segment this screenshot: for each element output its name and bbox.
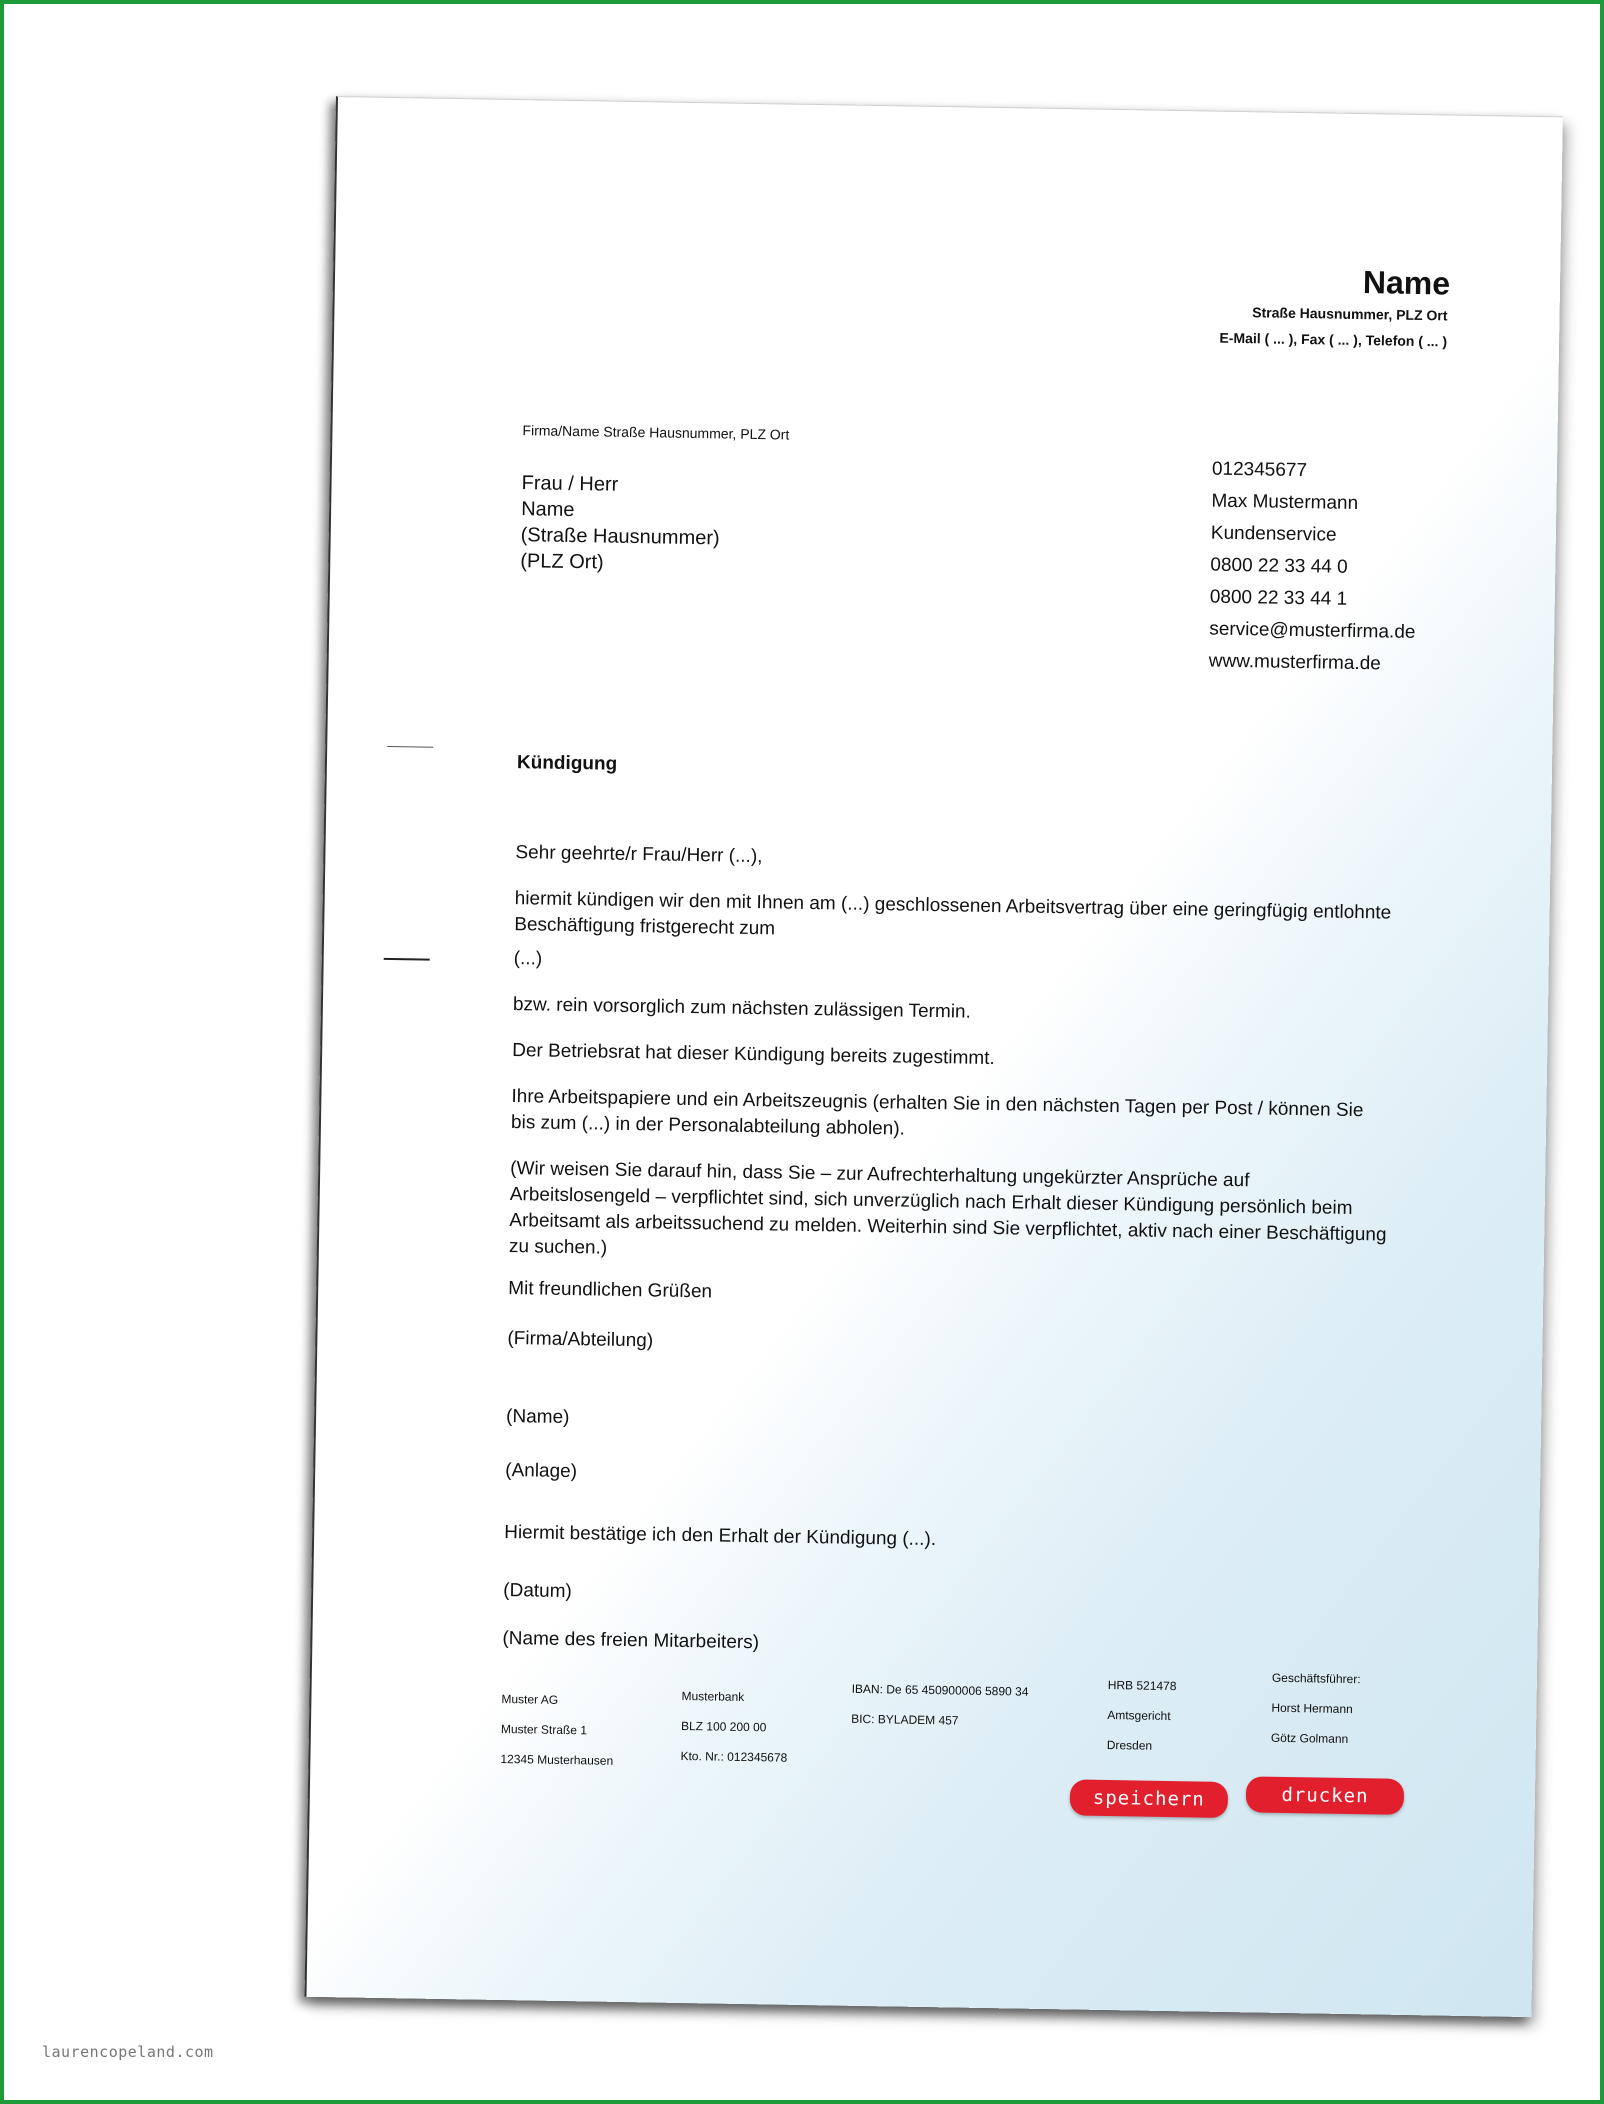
contact-website: www.musterfirma.de: [1208, 650, 1382, 675]
print-button[interactable]: drucken: [1246, 1776, 1405, 1815]
letterhead-contact: E-Mail ( ... ), Fax ( ... ), Telefon ( ... ): [1219, 329, 1448, 350]
letter-attachment: (Anlage): [505, 1459, 578, 1483]
letter-paragraph-alternative: bzw. rein vorsorglich zum nächsten zulässigen Termin.: [512, 994, 972, 1023]
recipient-name: Name: [520, 498, 575, 522]
watermark-text: laurencopeland.com: [42, 2043, 214, 2061]
footer-company-street: Muster Straße 1: [500, 1721, 588, 1738]
footer-bic: BIC: BYLADEM 457: [851, 1711, 959, 1728]
letter-paragraph-notice: (Wir weisen Sie darauf hin, dass Sie – zur Aufrechterhaltung ungekürzter Ansprüche auf Arbeitslosengeld – verpflichtet sind, sich unverzüglich nach Erhalt dieser Kündigung persönlich beim Arbeitsamt als arbeitssuchend zu melden. Weiterhin sind Sie verpflichtet, aktiv nach einer Beschäftigung zu suchen.): [508, 1158, 1387, 1259]
footer-bank-account: Kto. Nr.: 012345678: [680, 1748, 788, 1765]
contact-phone: 0800 22 33 44 0: [1210, 554, 1348, 578]
footer-hrb: HRB 521478: [1107, 1678, 1177, 1694]
footer-manager-2: Götz Golmann: [1270, 1730, 1349, 1747]
footer-company-name: Muster AG: [501, 1691, 559, 1707]
footer-manager-1: Horst Hermann: [1271, 1700, 1353, 1717]
letterhead-street: Straße Hausnummer, PLZ Ort: [1252, 304, 1448, 324]
document-page-container: [304, 96, 1560, 2016]
letter-subject: Kündigung: [516, 752, 618, 775]
footer-bank-blz: BLZ 100 200 00: [680, 1718, 767, 1735]
contact-fax: 0800 22 33 44 1: [1209, 586, 1348, 610]
fold-mark-top: [387, 746, 433, 748]
footer-management-label: Geschäftsführer:: [1271, 1670, 1361, 1687]
letter-employee: (Name des freien Mitarbeiters): [502, 1627, 760, 1654]
letter-paragraph-termination: hiermit kündigen wir den mit Ihnen am (...) geschlossenen Arbeitsvertrag über eine geringfügig entlohnte Beschäftigung fristgerecht zum: [514, 888, 1392, 940]
footer-bank-column: [680, 1681, 788, 1773]
footer-court-city: Dresden: [1106, 1738, 1153, 1753]
letter-page: [304, 96, 1562, 2017]
letterhead-name: Name: [1362, 264, 1451, 302]
footer-register-column: [1107, 1670, 1177, 1761]
footer-company-city: 12345 Musterhausen: [500, 1751, 614, 1768]
letter-paragraph-works-council: Der Betriebsrat hat dieser Kündigung bereits zugestimmt.: [512, 1040, 995, 1070]
contact-reference: 012345677: [1211, 458, 1308, 482]
footer-iban: IBAN: De 65 450900006 5890 34: [851, 1681, 1029, 1699]
save-button[interactable]: speichern: [1070, 1779, 1229, 1818]
letter-signer: (Name): [505, 1406, 570, 1429]
return-address-line: Firma/Name Straße Hausnummer, PLZ Ort: [522, 422, 790, 443]
contact-department: Kundenservice: [1210, 522, 1337, 546]
letter-confirmation: Hiermit bestätige ich den Erhalt der Kündigung (...).: [504, 1521, 937, 1551]
contact-email: service@musterfirma.de: [1209, 618, 1416, 643]
punch-mark: [384, 958, 430, 961]
footer-management-column: [1271, 1663, 1361, 1754]
contact-person: Max Mustermann: [1211, 490, 1359, 515]
letter-paragraph-date: (...): [513, 948, 543, 970]
footer-bank-name: Musterbank: [681, 1688, 745, 1704]
recipient-street: (Straße Hausnummer): [520, 524, 720, 550]
letter-greeting: Sehr geehrte/r Frau/Herr (...),: [515, 842, 763, 868]
recipient-city: (PLZ Ort): [520, 550, 604, 574]
letter-paragraph-documents: Ihre Arbeitspapiere und ein Arbeitszeugnis (erhalten Sie in den nächsten Tagen per Post / können Sie bis zum (...) in der Personalabteilung abholen).: [510, 1086, 1364, 1140]
footer-court: Amtsgericht: [1107, 1708, 1171, 1724]
recipient-salutation: Frau / Herr: [521, 472, 619, 496]
letter-date: (Datum): [503, 1579, 573, 1603]
letter-company: (Firma/Abteilung): [507, 1328, 654, 1352]
footer-iban-column: [851, 1674, 1029, 1737]
letter-closing: Mit freundlichen Grüßen: [508, 1278, 713, 1303]
footer-company-column: [500, 1684, 614, 1776]
